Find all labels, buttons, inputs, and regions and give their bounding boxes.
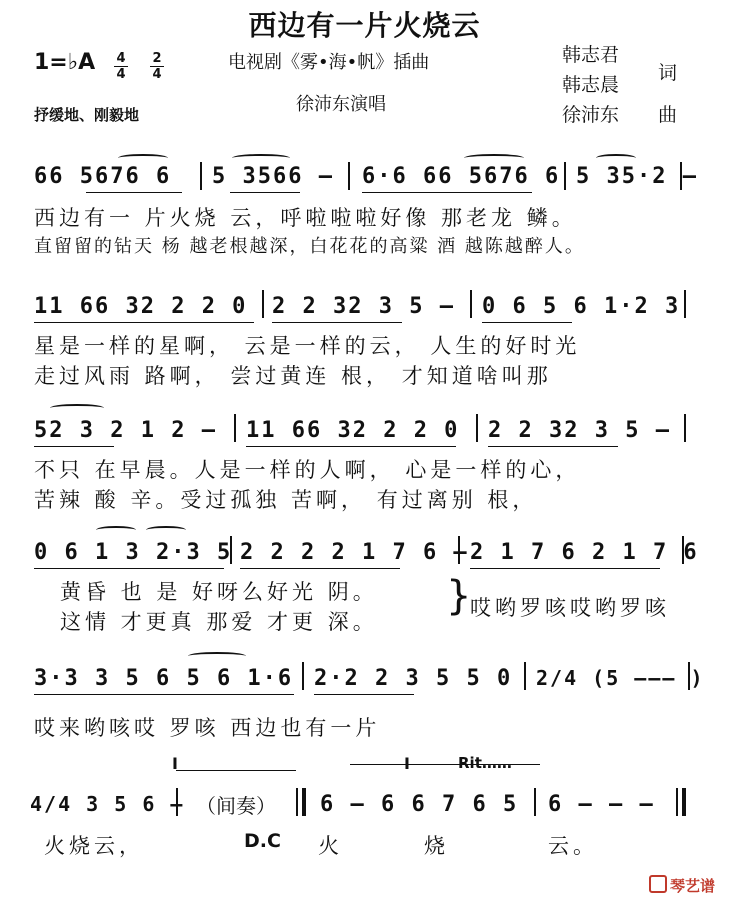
row3-lyrics-verse2: 苦辣 酸 辛。受过孤独 苦啊， 有过离别 根， bbox=[34, 488, 538, 512]
watermark-text: 琴艺谱 bbox=[669, 877, 715, 895]
time-sig-denominator: 4 bbox=[116, 67, 126, 82]
row5-measure1: 3·3 3 5 6 5 6 1·6 bbox=[34, 666, 294, 691]
site-watermark bbox=[649, 875, 715, 896]
composer-label: 曲 bbox=[658, 104, 678, 126]
row2-measure3: 0 6 5 6 1·2 3 bbox=[482, 294, 681, 319]
row3-measure1: 52 3 2 1 2 — bbox=[34, 418, 217, 443]
row4-lyrics-verse1: 黄昏 也 是 好呀么好光 阴。 bbox=[60, 580, 378, 604]
row1-lyrics-verse2: 直留留的钻天 杨 越老根越深，白花花的高粱 酒 越陈越醉人。 bbox=[34, 236, 585, 257]
row1-measure1: 66 5676 6 bbox=[34, 164, 172, 189]
row1-measure3: 6·6 66 5676 6 bbox=[362, 164, 561, 189]
volta-mark: I bbox=[172, 754, 178, 773]
row4-measure1: 0 6 1 3 2·3 5 bbox=[34, 540, 233, 565]
row4-refrain: 哎哟罗咳哎哟罗咳 bbox=[470, 596, 670, 620]
ending-lyric-2: 烧 bbox=[424, 834, 449, 858]
tempo-marking: 抒缓地、刚毅地 bbox=[34, 106, 140, 124]
key-signature: 1=♭A bbox=[34, 50, 96, 75]
row4-measure3: 2 1 7 6 2 1 7 6 bbox=[470, 540, 699, 565]
watermark-logo-icon bbox=[649, 875, 667, 893]
row5-measure2: 2·2 2 3 5 5 0 bbox=[314, 666, 513, 691]
time-sig-numerator: 4 bbox=[116, 51, 126, 66]
subtitle: 电视剧《雾•海•帆》插曲 bbox=[228, 52, 430, 73]
time-sig-denominator: 4 bbox=[152, 67, 162, 82]
interlude-label: （间奏） bbox=[196, 794, 276, 818]
row6-measure3: 6 — 6 6 7 6 5 bbox=[320, 792, 519, 817]
volta-mark-2: I bbox=[404, 754, 410, 773]
lyricist-label: 词 bbox=[658, 62, 678, 84]
ending-lyric-1: 火 bbox=[318, 834, 343, 858]
row4-measure2: 2 2 2 2 1 7 6 — bbox=[240, 540, 469, 565]
ending-lyric-3: 云。 bbox=[548, 834, 598, 858]
row2-lyrics-verse1: 星是一样的星啊， 云是一样的云， 人生的好时光 bbox=[34, 334, 581, 358]
row2-measure2: 2 2 32 3 5 — bbox=[272, 294, 455, 319]
row6-measure4: 6 — — — bbox=[548, 792, 655, 817]
row4-lyrics-verse2: 这情 才更真 那爱 才更 深。 bbox=[60, 610, 378, 634]
row5-measure3: 2/4 (5 ——— ) bbox=[536, 666, 705, 690]
time-signature-2-4 bbox=[150, 52, 164, 81]
row3-measure3: 2 2 32 3 5 — bbox=[488, 418, 671, 443]
row3-measure2: 11 66 32 2 2 0 bbox=[246, 418, 460, 443]
time-sig-numerator: 2 bbox=[152, 51, 162, 66]
lyricist-1: 韩志君 bbox=[562, 44, 620, 66]
verse-bracket: } bbox=[446, 573, 472, 619]
song-title: 西边有一片火烧云 bbox=[248, 9, 481, 42]
dc-mark: D.C bbox=[244, 830, 281, 852]
row1-measure2: 5 3566 — bbox=[212, 164, 334, 189]
row3-lyrics-verse1: 不只 在早晨。人是一样的人啊， 心是一样的心， bbox=[34, 458, 581, 482]
row6-measure1: 4/4 3 5 6 — bbox=[30, 792, 185, 816]
row2-measure1: 11 66 32 2 2 0 bbox=[34, 294, 248, 319]
time-signature-4-4 bbox=[114, 52, 128, 81]
lyricist-2: 韩志晨 bbox=[562, 74, 620, 96]
row1-lyrics-verse1: 西边有一 片火烧 云，呼啦啦啦好像 那老龙 鳞。 bbox=[34, 206, 577, 230]
row6-lyrics: 火烧云， bbox=[44, 834, 144, 858]
row1-measure4: 5 35·2 — bbox=[576, 164, 698, 189]
row5-lyrics: 哎来哟咳哎 罗咳 西边也有一片 bbox=[34, 716, 381, 740]
composer: 徐沛东 bbox=[562, 104, 620, 126]
ritardando-mark: Rit…… bbox=[458, 754, 512, 772]
singer-credit: 徐沛东演唱 bbox=[296, 94, 386, 115]
row2-lyrics-verse2: 走过风雨 路啊， 尝过黄连 根， 才知道啥叫那 bbox=[34, 364, 552, 388]
